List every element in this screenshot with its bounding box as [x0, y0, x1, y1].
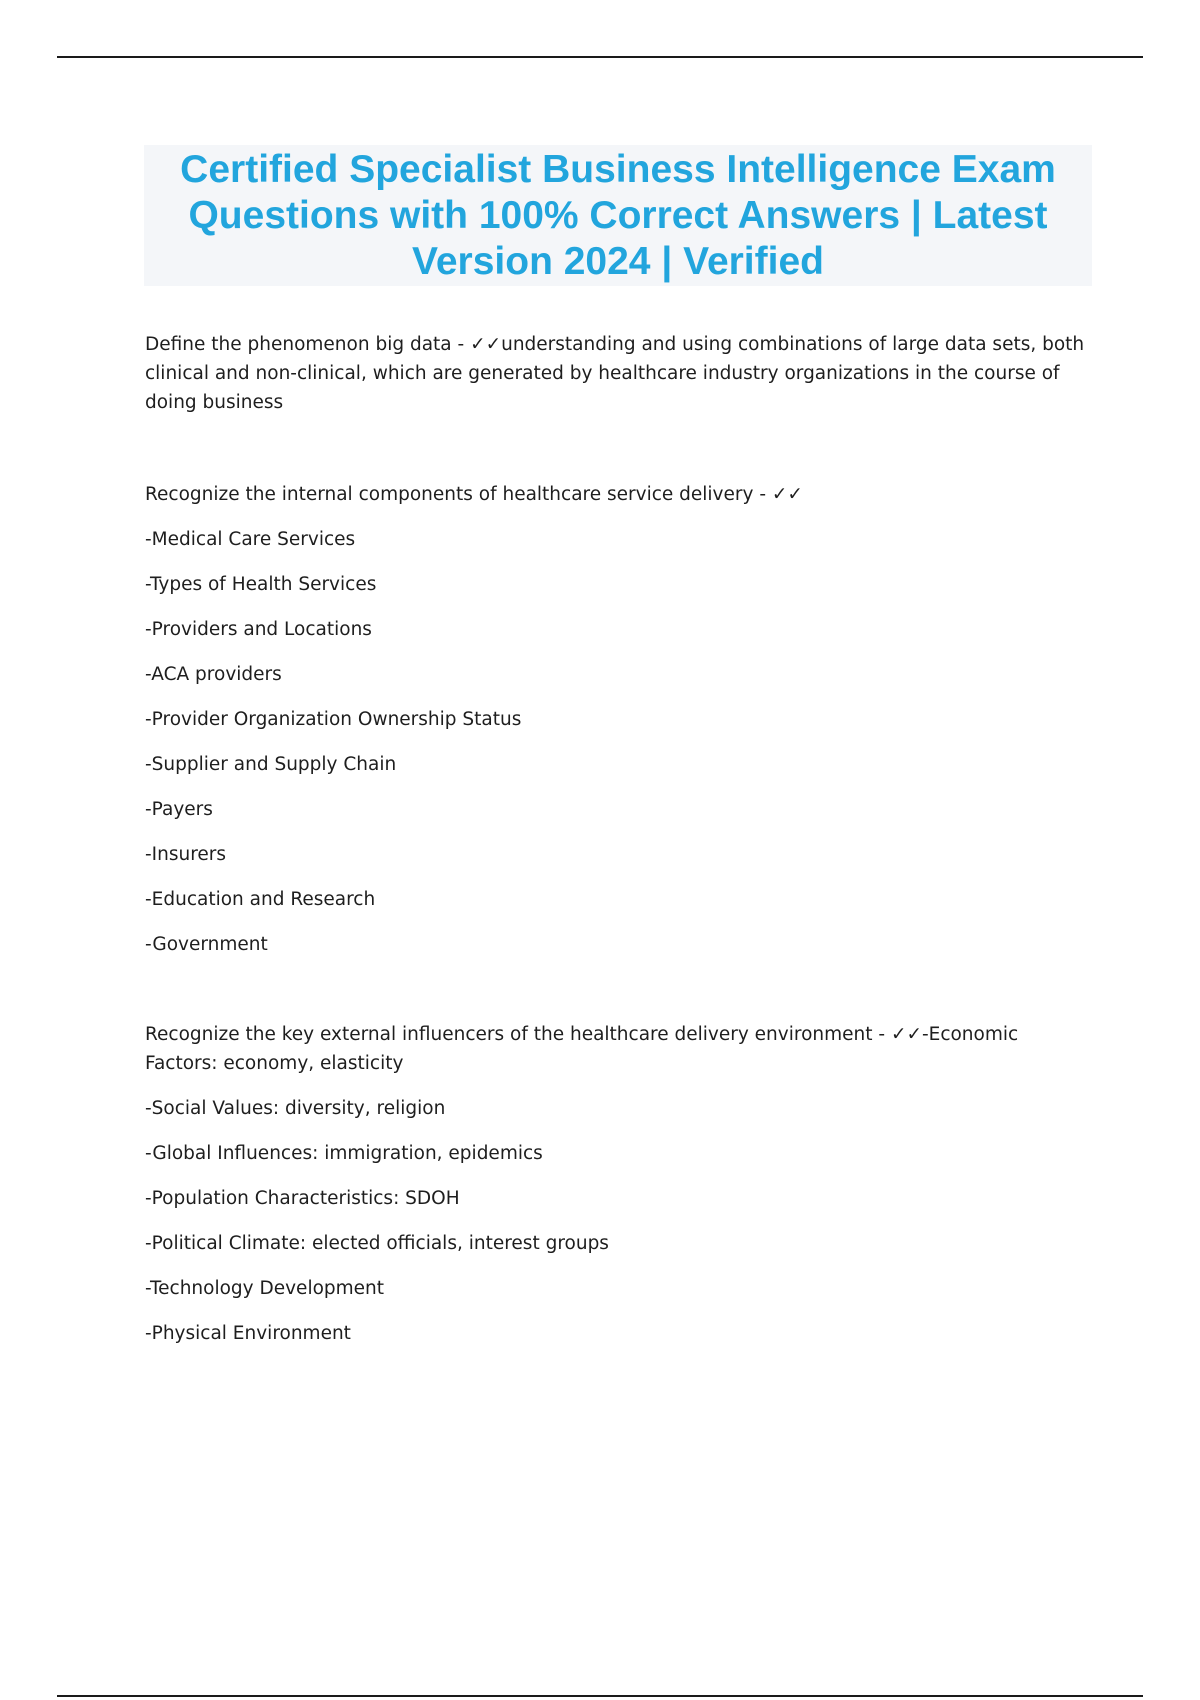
- answer-text: -Economic Factors: economy, elasticity: [145, 1024, 1019, 1074]
- title-banner: [144, 145, 1092, 286]
- list-item: -Technology Development: [145, 1278, 385, 1299]
- document-title: Certified Specialist Business Intelligence Exam Questions with 100% Correct Answers | Latest Version 2024 | Verified: [180, 148, 1056, 283]
- list-item: -Political Climate: elected officials, interest groups: [145, 1233, 609, 1254]
- list-item: -Physical Environment: [145, 1323, 351, 1344]
- check-mark-icon: ✓✓: [771, 484, 803, 505]
- qa-paragraph: [145, 330, 1090, 417]
- bottom-rule: [57, 1695, 1143, 1697]
- answer-text: understanding and using combinations of large data sets, both clinical and non-clinical, which are generated by healthcare industry organizations in the course of doing business: [145, 334, 1085, 413]
- qa-paragraph: [145, 1020, 1090, 1078]
- list-item: -Types of Health Services: [145, 574, 377, 595]
- question-text: Recognize the key external influencers of the healthcare delivery environment: [145, 1024, 873, 1045]
- qa-paragraph: [145, 480, 1090, 509]
- list-item: -Social Values: diversity, religion: [145, 1098, 446, 1119]
- separator: -: [451, 334, 471, 355]
- question-text: Define the phenomenon big data: [145, 334, 452, 355]
- list-item: -Provider Organization Ownership Status: [145, 709, 522, 730]
- separator: -: [753, 484, 772, 505]
- list-item: -Government: [145, 934, 268, 955]
- check-mark-icon: ✓✓: [470, 334, 502, 355]
- list-item: -ACA providers: [145, 664, 282, 685]
- list-item: -Global Influences: immigration, epidemics: [145, 1143, 543, 1164]
- qa-content: [145, 330, 1090, 1348]
- check-mark-icon: ✓✓: [890, 1024, 922, 1045]
- qa-item: [145, 1020, 1090, 1348]
- separator: -: [872, 1024, 891, 1045]
- qa-item: [145, 330, 1090, 417]
- list-item: -Medical Care Services: [145, 529, 356, 550]
- question-text: Recognize the internal components of healthcare service delivery: [145, 484, 754, 505]
- list-item: -Education and Research: [145, 889, 376, 910]
- qa-item: [145, 480, 1090, 959]
- list-item: -Supplier and Supply Chain: [145, 754, 397, 775]
- list-item: -Insurers: [145, 844, 227, 865]
- top-rule: [57, 56, 1143, 58]
- list-item: -Population Characteristics: SDOH: [145, 1188, 460, 1209]
- list-item: -Payers: [145, 799, 213, 820]
- list-item: -Providers and Locations: [145, 619, 372, 640]
